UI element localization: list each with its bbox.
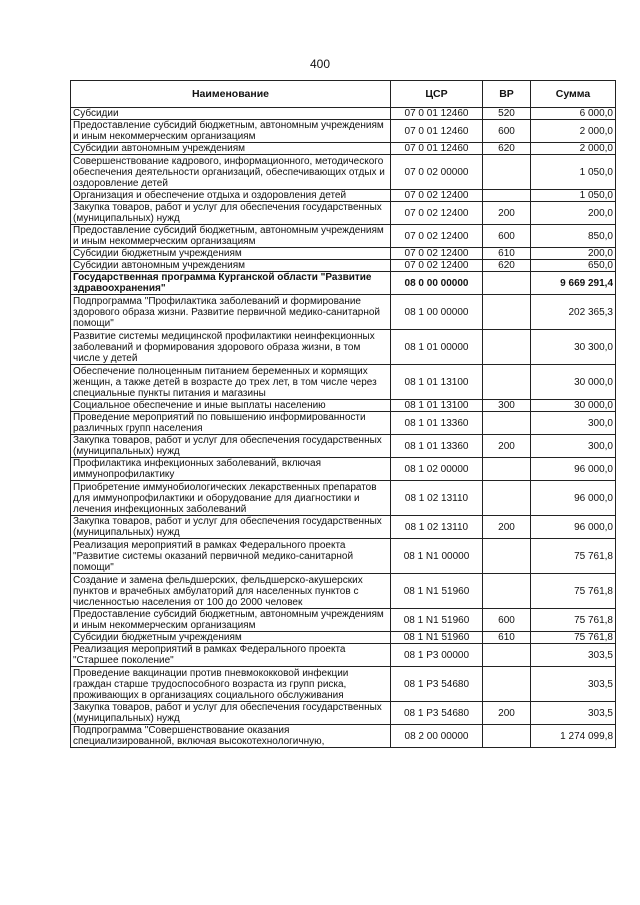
cell-name: Проведение мероприятий по повышению информированности различных групп населения xyxy=(71,412,391,435)
table-row xyxy=(71,155,616,190)
cell-sum: 75 761,8 xyxy=(531,632,616,644)
cell-vr: 610 xyxy=(483,632,531,644)
cell-name: Реализация мероприятий в рамках Федерального проекта "Старшее поколение" xyxy=(71,644,391,667)
cell-vr: 200 xyxy=(483,702,531,725)
cell-vr: 200 xyxy=(483,435,531,458)
cell-sum: 75 761,8 xyxy=(531,574,616,609)
cell-vr: 620 xyxy=(483,143,531,155)
table-row xyxy=(71,644,616,667)
cell-name: Субсидии автономным учреждениям xyxy=(71,143,391,155)
cell-name: Создание и замена фельдшерских, фельдшерско-акушерских пунктов и врачебных амбулаторий для населенных пунктов с численностью населения от 100 до 2000 человек xyxy=(71,574,391,609)
cell-name: Закупка товаров, работ и услуг для обеспечения государственных (муниципальных) нужд xyxy=(71,702,391,725)
table-row xyxy=(71,458,616,481)
cell-name: Предоставление субсидий бюджетным, автономным учреждениям и иным некоммерческим организациям xyxy=(71,609,391,632)
cell-vr: 520 xyxy=(483,108,531,120)
cell-vr: 610 xyxy=(483,248,531,260)
table-row xyxy=(71,516,616,539)
cell-name: Социальное обеспечение и иные выплаты населению xyxy=(71,400,391,412)
cell-name: Реализация мероприятий в рамках Федерального проекта "Развитие системы оказаний первичной медико-санитарной помощи" xyxy=(71,539,391,574)
table-row xyxy=(71,143,616,155)
cell-name: Предоставление субсидий бюджетным, автономным учреждениям и иным некоммерческим организациям xyxy=(71,225,391,248)
cell-csr: 08 2 00 00000 xyxy=(391,725,483,748)
table-header-row xyxy=(71,81,616,108)
cell-vr: 600 xyxy=(483,120,531,143)
cell-csr: 08 1 02 00000 xyxy=(391,458,483,481)
cell-vr xyxy=(483,295,531,330)
cell-csr: 08 1 P3 00000 xyxy=(391,644,483,667)
cell-sum: 202 365,3 xyxy=(531,295,616,330)
cell-name: Развитие системы медицинской профилактики неинфекционных заболеваний и формирования здорового образа жизни, в том числе у детей xyxy=(71,330,391,365)
cell-name: Субсидии бюджетным учреждениям xyxy=(71,632,391,644)
table-row xyxy=(71,202,616,225)
cell-name: Подпрограмма "Совершенствование оказания специализированной, включая высокотехнологичную, xyxy=(71,725,391,748)
table-row xyxy=(71,108,616,120)
cell-csr: 08 1 01 00000 xyxy=(391,330,483,365)
cell-sum: 300,0 xyxy=(531,412,616,435)
table-row xyxy=(71,539,616,574)
table-row xyxy=(71,412,616,435)
cell-csr: 07 0 02 12400 xyxy=(391,248,483,260)
cell-name: Субсидии бюджетным учреждениям xyxy=(71,248,391,260)
cell-sum: 200,0 xyxy=(531,248,616,260)
table-row xyxy=(71,295,616,330)
cell-csr: 08 1 01 13100 xyxy=(391,400,483,412)
cell-vr xyxy=(483,365,531,400)
cell-name: Закупка товаров, работ и услуг для обеспечения государственных (муниципальных) нужд xyxy=(71,435,391,458)
table-row xyxy=(71,632,616,644)
cell-csr: 07 0 02 12400 xyxy=(391,202,483,225)
header-csr: ЦСР xyxy=(391,81,483,108)
table-row xyxy=(71,260,616,272)
cell-csr: 08 1 P3 54680 xyxy=(391,702,483,725)
table-row xyxy=(71,120,616,143)
cell-sum: 1 274 099,8 xyxy=(531,725,616,748)
table-row xyxy=(71,225,616,248)
cell-csr: 07 0 02 12400 xyxy=(391,190,483,202)
budget-table xyxy=(70,80,616,748)
cell-name: Проведение вакцинации против пневмококковой инфекции граждан старше трудоспособного возраста из групп риска, проживающих в организациях социального обслуживания xyxy=(71,667,391,702)
cell-sum: 1 050,0 xyxy=(531,155,616,190)
cell-sum: 30 000,0 xyxy=(531,400,616,412)
cell-csr: 08 1 01 13360 xyxy=(391,412,483,435)
cell-vr xyxy=(483,155,531,190)
cell-name: Подпрограмма "Профилактика заболеваний и формирование здорового образа жизни. Развитие первичной медико-санитарной помощи" xyxy=(71,295,391,330)
table-row xyxy=(71,365,616,400)
table-row xyxy=(71,574,616,609)
cell-csr: 08 0 00 00000 xyxy=(391,272,483,295)
cell-vr xyxy=(483,330,531,365)
cell-name: Субсидии xyxy=(71,108,391,120)
cell-sum: 96 000,0 xyxy=(531,516,616,539)
cell-sum: 1 050,0 xyxy=(531,190,616,202)
cell-vr xyxy=(483,272,531,295)
cell-vr: 620 xyxy=(483,260,531,272)
cell-sum: 75 761,8 xyxy=(531,609,616,632)
cell-vr: 600 xyxy=(483,225,531,248)
cell-vr: 200 xyxy=(483,516,531,539)
cell-csr: 07 0 02 12400 xyxy=(391,225,483,248)
cell-csr: 07 0 02 00000 xyxy=(391,155,483,190)
cell-csr: 07 0 01 12460 xyxy=(391,120,483,143)
table-row xyxy=(71,190,616,202)
header-sum: Сумма xyxy=(531,81,616,108)
cell-name: Приобретение иммунобиологических лекарственных препаратов для иммунопрофилактики и оборудование для диагностики и лечения инфекционных заболеваний xyxy=(71,481,391,516)
cell-name: Предоставление субсидий бюджетным, автономным учреждениям и иным некоммерческим организациям xyxy=(71,120,391,143)
table-row xyxy=(71,667,616,702)
cell-csr: 07 0 01 12460 xyxy=(391,108,483,120)
cell-sum: 30 000,0 xyxy=(531,365,616,400)
cell-name: Обеспечение полноценным питанием беременных и кормящих женщин, а также детей в возрасте до трех лет, в том числе через специальные пункты питания и магазины xyxy=(71,365,391,400)
cell-sum: 650,0 xyxy=(531,260,616,272)
cell-vr: 300 xyxy=(483,400,531,412)
cell-vr xyxy=(483,725,531,748)
cell-name: Государственная программа Курганской области "Развитие здравоохранения" xyxy=(71,272,391,295)
cell-csr: 08 1 02 13110 xyxy=(391,516,483,539)
cell-sum: 200,0 xyxy=(531,202,616,225)
cell-name: Закупка товаров, работ и услуг для обеспечения государственных (муниципальных) нужд xyxy=(71,202,391,225)
cell-name: Организация и обеспечение отдыха и оздоровления детей xyxy=(71,190,391,202)
page-number: 400 xyxy=(309,57,331,71)
cell-sum: 75 761,8 xyxy=(531,539,616,574)
table-row xyxy=(71,400,616,412)
cell-csr: 08 1 N1 51960 xyxy=(391,574,483,609)
cell-sum: 2 000,0 xyxy=(531,143,616,155)
table-row xyxy=(71,248,616,260)
cell-vr xyxy=(483,667,531,702)
cell-vr xyxy=(483,412,531,435)
cell-csr: 08 1 N1 51960 xyxy=(391,609,483,632)
cell-csr: 07 0 01 12460 xyxy=(391,143,483,155)
cell-vr xyxy=(483,644,531,667)
cell-name: Профилактика инфекционных заболеваний, включая иммунопрофилактику xyxy=(71,458,391,481)
cell-sum: 850,0 xyxy=(531,225,616,248)
cell-sum: 2 000,0 xyxy=(531,120,616,143)
table-row xyxy=(71,330,616,365)
cell-csr: 08 1 01 13100 xyxy=(391,365,483,400)
cell-sum: 300,0 xyxy=(531,435,616,458)
cell-name: Совершенствование кадрового, информационного, методического обеспечения деятельности организаций, обеспечивающих отдых и оздоровление детей xyxy=(71,155,391,190)
cell-name: Субсидии автономным учреждениям xyxy=(71,260,391,272)
table-body xyxy=(71,108,616,748)
table-row xyxy=(71,609,616,632)
cell-vr xyxy=(483,539,531,574)
table-row xyxy=(71,702,616,725)
cell-name: Закупка товаров, работ и услуг для обеспечения государственных (муниципальных) нужд xyxy=(71,516,391,539)
cell-vr xyxy=(483,190,531,202)
cell-vr: 600 xyxy=(483,609,531,632)
header-vr: ВР xyxy=(483,81,531,108)
table-row xyxy=(71,725,616,748)
cell-vr: 200 xyxy=(483,202,531,225)
cell-sum: 96 000,0 xyxy=(531,481,616,516)
cell-csr: 08 1 N1 51960 xyxy=(391,632,483,644)
cell-csr: 08 1 00 00000 xyxy=(391,295,483,330)
cell-sum: 96 000,0 xyxy=(531,458,616,481)
cell-csr: 08 1 N1 00000 xyxy=(391,539,483,574)
cell-csr: 07 0 02 12400 xyxy=(391,260,483,272)
cell-vr xyxy=(483,458,531,481)
header-name: Наименование xyxy=(71,81,391,108)
cell-sum: 30 300,0 xyxy=(531,330,616,365)
cell-sum: 303,5 xyxy=(531,702,616,725)
cell-csr: 08 1 02 13110 xyxy=(391,481,483,516)
table-row xyxy=(71,272,616,295)
cell-sum: 9 669 291,4 xyxy=(531,272,616,295)
cell-sum: 303,5 xyxy=(531,667,616,702)
cell-sum: 6 000,0 xyxy=(531,108,616,120)
cell-sum: 303,5 xyxy=(531,644,616,667)
cell-csr: 08 1 P3 54680 xyxy=(391,667,483,702)
table-row xyxy=(71,435,616,458)
table-row xyxy=(71,481,616,516)
cell-vr xyxy=(483,574,531,609)
cell-vr xyxy=(483,481,531,516)
cell-csr: 08 1 01 13360 xyxy=(391,435,483,458)
